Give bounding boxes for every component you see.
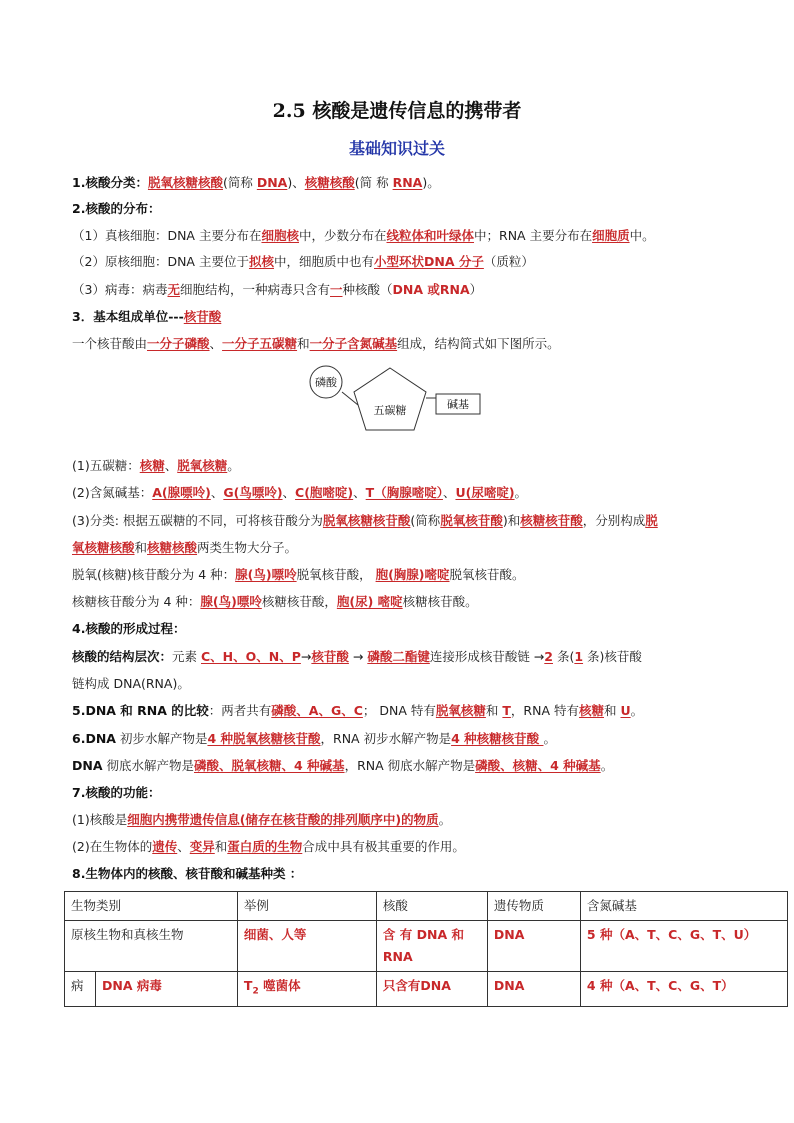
s2b-line: （2）原核细胞：DNA 主要位于拟核中，细胞质中也有小型环状DNA 分子（质粒） [72, 254, 534, 269]
s3b-line: (1)五碳糖：核糖、脱氧核糖。 [72, 458, 240, 473]
nucleotide-diagram [300, 362, 500, 434]
cell-nucleic: 含 有 DNA 和 RNA [376, 921, 487, 972]
header-example: 举例 [237, 892, 376, 921]
phosphate-label: 磷酸 [315, 376, 337, 389]
cell-virus: 病 [65, 972, 96, 1007]
s7b-line: (2)在生物体的遗传、变异和蛋白质的生物合成中具有极其重要的作用。 [72, 839, 465, 854]
s4a-line: 核酸的结构层次：元素 C、H、O、N、P→核苷酸 → 磷酸二酯键连接形成核苷酸链 →2 条(1 条)核苷酸 [72, 649, 642, 664]
section-subtitle: 基础知识过关 [348, 139, 445, 158]
s6-line: 6.DNA 初步水解产物是4 种脱氧核糖核苷酸，RNA 初步水解产物是4 种核糖核苷酸 。 [72, 731, 556, 746]
s3-heading: 3．基本组成单位---核苷酸 [72, 309, 222, 324]
cell-example: $T_2$ 噬菌体 [237, 972, 376, 1007]
s2c-line: （3）病毒：病毒无细胞结构，一种病毒只含有一种核酸（DNA 或RNA） [72, 282, 483, 297]
cell-nucleic: 只含有DNA [376, 972, 487, 1007]
s3c-line: (2)含氮碱基：A(腺嘌呤)、G(鸟嘌呤)、C(胞嘧啶)、T（胸腺嘧啶）、U(尿嘧啶)。 [72, 485, 528, 500]
s7a-line: (1)核酸是细胞内携带遗传信息(储存在核苷酸的排列顺序中)的物质。 [72, 812, 452, 827]
s3d-line: (3)分类: 根据五碳糖的不同，可将核苷酸分为脱氧核糖核苷酸(简称脱氧核苷酸)和核糖核苷酸，分别构成脱 [72, 513, 658, 528]
page-title: 2.5 核酸是遗传信息的携带者 [272, 100, 522, 122]
nucleic-acid-table [64, 891, 788, 1007]
s1-line: 1.核酸分类：脱氧核糖核酸(简称 DNA)、核糖核酸(简 称 RNA)。 [72, 175, 440, 190]
s4-heading: 4.核酸的形成过程： [72, 621, 186, 636]
s2-heading: 2.核酸的分布： [72, 201, 161, 216]
s3e-line: 氧核糖核酸和核糖核酸两类生物大分子。 [72, 540, 298, 555]
table-header-row [65, 892, 788, 921]
s7-heading: 7.核酸的功能： [72, 785, 161, 800]
cell-example: 细菌、人等 [237, 921, 376, 972]
s3g-line: 核糖核苷酸分为 4 种：腺(鸟)嘌呤核糖核苷酸，胞(尿) 嘧啶核糖核苷酸。 [72, 594, 478, 609]
s4b-line: 链构成 DNA(RNA)。 [72, 676, 190, 691]
sugar-label: 五碳糖 [373, 404, 407, 417]
s8-heading: 8.生物体内的核酸、核苷酸和碱基种类 ： [72, 866, 303, 881]
s3a-line: 一个核苷酸由一分子磷酸、一分子五碳糖和一分子含氮碱基组成，结构简式如下图所示。 [72, 336, 560, 351]
cell-virus-type: DNA 病毒 [96, 972, 238, 1007]
s5-line: 5.DNA 和 RNA 的比较：两者共有磷酸、A、G、C； DNA 特有脱氧核糖和 T，RNA 特有核糖和 U。 [72, 703, 644, 718]
s2a-line: （1）真核细胞：DNA 主要分布在细胞核中，少数分布在线粒体和叶绿体中；RNA 主要分布在细胞质中。 [72, 228, 655, 243]
cell-bases: 4 种（A、T、C、G、T） [580, 972, 787, 1007]
header-bases: 含氮碱基 [580, 892, 787, 921]
s6b-line: DNA 彻底水解产物是磷酸、脱氧核糖、4 种碱基，RNA 彻底水解产物是磷酸、核糖、4 种碱基。 [72, 758, 614, 773]
table-row [65, 972, 788, 1007]
header-category: 生物类别 [65, 892, 238, 921]
cell-genetic: DNA [487, 921, 580, 972]
header-nucleic: 核酸 [376, 892, 487, 921]
sugar-pentagon [354, 368, 426, 430]
table-row [65, 921, 788, 972]
cell-genetic: DNA [487, 972, 580, 1007]
s3f-line: 脱氧(核糖)核苷酸分为 4 种：腺(鸟)嘌呤脱氧核苷酸， 胞(胸腺)嘧啶脱氧核苷酸。 [72, 567, 525, 582]
cell-category: 原核生物和真核生物 [65, 921, 238, 972]
header-genetic: 遗传物质 [487, 892, 580, 921]
base-label: 碱基 [447, 398, 469, 411]
cell-bases: 5 种（A、T、C、G、T、U） [580, 921, 787, 972]
